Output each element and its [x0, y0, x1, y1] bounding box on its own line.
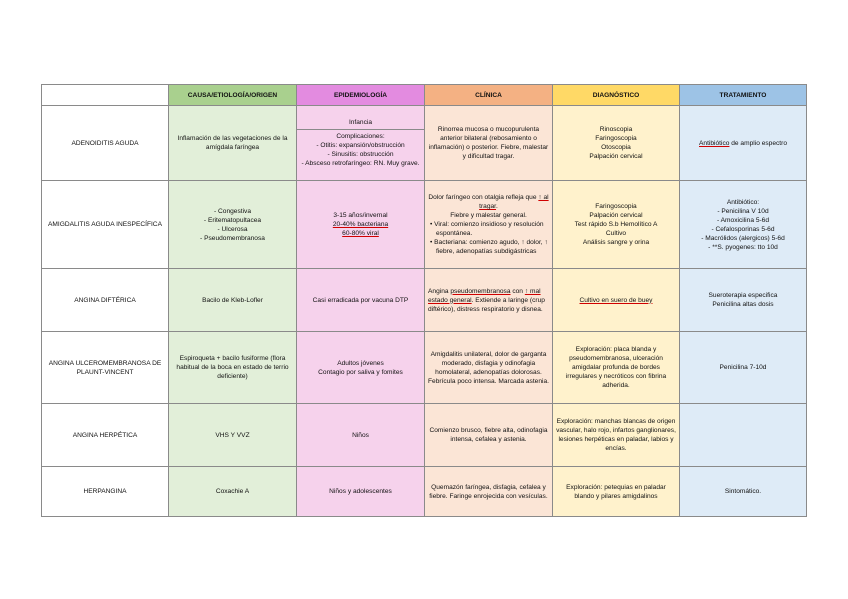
header-tratamiento: TRATAMIENTO	[680, 85, 807, 106]
clinic-cell: Rinorrea mucosa o mucopurulenta anterior bilateral (rebosamiento o inflamación) o posterior. Fiebre, malestar y dificultad tragar.	[425, 106, 553, 181]
header-clinica: CLÍNICA	[425, 85, 553, 106]
diag-item: Otoscopia	[601, 144, 631, 151]
clinic-underlined: ↑ mal estado general	[428, 287, 541, 304]
row-name: ANGINA DIFTÉRICA	[42, 269, 169, 332]
clinic-cell: Comienzo brusco, fiebre alta, odinofagia intensa, cefalea y astenia.	[425, 404, 553, 467]
list-item: - Eritematopultacea	[172, 216, 293, 225]
cause-cell: Espiroqueta + bacilo fusiforme (flora habitual de la boca en estado de terrio deficiente)	[169, 332, 297, 404]
diag-item: Palpación cervical	[589, 212, 643, 219]
list-item: - Congestiva	[172, 207, 293, 216]
epi-item: 3-15 años/invernal	[333, 212, 388, 219]
clinic-text: Angina	[428, 287, 449, 295]
trat-underlined: Antibiótico	[699, 139, 730, 147]
diag-cell	[553, 106, 680, 181]
cause-cell: Coxachie A	[169, 467, 297, 517]
list-item: - Cefalosporinas 5-6d	[683, 225, 803, 234]
list-item: • Viral: comienzo insidioso y resolución espontánea.	[436, 220, 549, 238]
trat-cell	[680, 106, 807, 181]
clinic-text: con	[510, 287, 523, 295]
trat-list	[683, 207, 803, 252]
list-item: - Sinusitis: obstrucción	[300, 150, 421, 159]
list-item: - Otitis: expansión/obstrucción	[300, 141, 421, 150]
list-item: • Bacteriana: comienzo agudo, ↑ dolor, ↑ fiebre, adenopatías subdigástricas	[436, 238, 549, 256]
row-name: ANGINA HERPÉTICA	[42, 404, 169, 467]
header-causa: CAUSA/ETIOLOGÍA/ORIGEN	[169, 85, 297, 106]
pathology-table	[41, 84, 807, 517]
list-item: - Penicilina V 10d	[683, 207, 803, 216]
header-epidemiologia: EPIDEMIOLOGÍA	[297, 85, 425, 106]
diag-cell	[553, 181, 680, 269]
cause-cell	[169, 181, 297, 269]
cause-list	[172, 207, 293, 243]
epi-item: 20-40% bacteriana	[332, 221, 389, 228]
diag-text: Cultivo en suero de buey	[579, 296, 653, 304]
header-row	[42, 85, 807, 106]
diag-item: Test rápido S.b Hemolítico A	[574, 221, 658, 228]
clinic-text: Fiebre y malestar general.	[450, 212, 527, 219]
header-blank	[42, 85, 169, 106]
diag-cell: Exploración: placa blanda y pseudomembranosa, ulceración amigdalar profunda de bordes irregulares y necróticos con fibrina adherida.	[553, 332, 680, 404]
table-row	[42, 106, 807, 181]
header-diagnostico: DIAGNÓSTICO	[553, 85, 680, 106]
table-row	[42, 467, 807, 517]
trat-cell: Sintomático.	[680, 467, 807, 517]
epi-list	[300, 141, 421, 168]
trat-cell	[680, 269, 807, 332]
row-name: HERPANGINA	[42, 467, 169, 517]
cause-cell: VHS Y VVZ	[169, 404, 297, 467]
clinic-underlined: ↑ al tragar	[479, 194, 549, 210]
diag-cell: Exploración: petequias en paladar blando y pilares amigdalinos	[553, 467, 680, 517]
diag-item: Cultivo	[605, 230, 627, 237]
epi-cell	[297, 106, 425, 181]
row-name: ADENOIDITIS AGUDA	[42, 106, 169, 181]
epi-item: Contagio por saliva y fomites	[318, 368, 403, 376]
table-row	[42, 332, 807, 404]
diag-cell	[553, 269, 680, 332]
list-item: - Absceso retrofaríngeo: RN. Muy grave.	[300, 159, 421, 168]
cause-cell: Bacilo de Kleb-Lofler	[169, 269, 297, 332]
row-name: ANGINA ULCEROMEMBRANOSA DE PLAUNT-VINCENT	[42, 332, 169, 404]
list-item: - Ulcerosa	[172, 225, 293, 234]
table-row	[42, 181, 807, 269]
trat-item: Penicilina altas dosis	[712, 301, 774, 308]
diag-cell: Exploración: manchas blancas de origen vascular, halo rojo, infartos ganglionares, lesiones herpéticas en paladar, labios y encías.	[553, 404, 680, 467]
clinic-text: Dolor faríngeo con otalgia refleja que	[428, 194, 537, 201]
diag-item: Análisis sangre y orina	[582, 239, 650, 246]
trat-text: de amplio espectro	[729, 139, 787, 147]
list-item: - Amoxicilina 5-6d	[683, 216, 803, 225]
diag-item: Faringoscopia	[595, 135, 637, 142]
clinic-cell: Quemazón faríngea, disfagia, cefalea y fiebre. Faringe enrojecida con vesículas.	[425, 467, 553, 517]
diag-item: Palpación cervical	[589, 153, 643, 160]
list-item: - Macrólidos (alergicos) 5-6d	[683, 234, 803, 243]
table-row	[42, 404, 807, 467]
list-item: - **S. pyogenes: tto 10d	[683, 243, 803, 252]
trat-cell: Penicilina 7-10d	[680, 332, 807, 404]
epi-cell	[297, 181, 425, 269]
trat-item: Sueroterapia especifica	[708, 292, 778, 299]
epi-cell: Niños y adolescentes	[297, 467, 425, 517]
list-item: - Pseudomembranosa	[172, 234, 293, 243]
clinic-list	[428, 220, 549, 256]
diag-item: Faringoscopia	[595, 203, 637, 210]
cause-cell: Inflamación de las vegetaciones de la amígdala faríngea	[169, 106, 297, 181]
trat-cell	[680, 404, 807, 467]
epi-item: 60-80% viral	[342, 230, 379, 237]
trat-title: Antibiótico:	[726, 198, 760, 206]
clinic-text: . Extiende a laringe (crup diftérico), distress respiratorio y disnea.	[428, 296, 545, 313]
epi-title: Complicaciones:	[336, 133, 385, 140]
epi-cell	[297, 332, 425, 404]
trat-cell	[680, 181, 807, 269]
epi-header: Infancia	[297, 118, 424, 130]
epi-cell: Niños	[297, 404, 425, 467]
epi-item: Adultos jóvenes	[337, 359, 384, 367]
row-name: AMIGDALITIS AGUDA INESPECÍFICA	[42, 181, 169, 269]
epi-cell: Casi erradicada por vacuna DTP	[297, 269, 425, 332]
clinic-cell: Amigdalitis unilateral, dolor de garganta moderado, disfagia y odinofagia homolateral, adenopatías dolorosas. Febrícula poco intensa. Marcada astenia.	[425, 332, 553, 404]
clinic-underlined: pseudomembranosa	[450, 287, 511, 295]
clinic-cell: Dolor faríngeo con otalgia refleja que ↑ al tragar. Fiebre y malestar general. • Viral: comienzo insidioso y resolución espontánea. • Bacteriana: comienzo agudo, ↑ dolor, ↑ fiebre, adenopatías subdigástricas	[425, 181, 553, 269]
diag-item: Rinoscopia	[599, 126, 633, 133]
clinic-cell	[425, 269, 553, 332]
table-row	[42, 269, 807, 332]
